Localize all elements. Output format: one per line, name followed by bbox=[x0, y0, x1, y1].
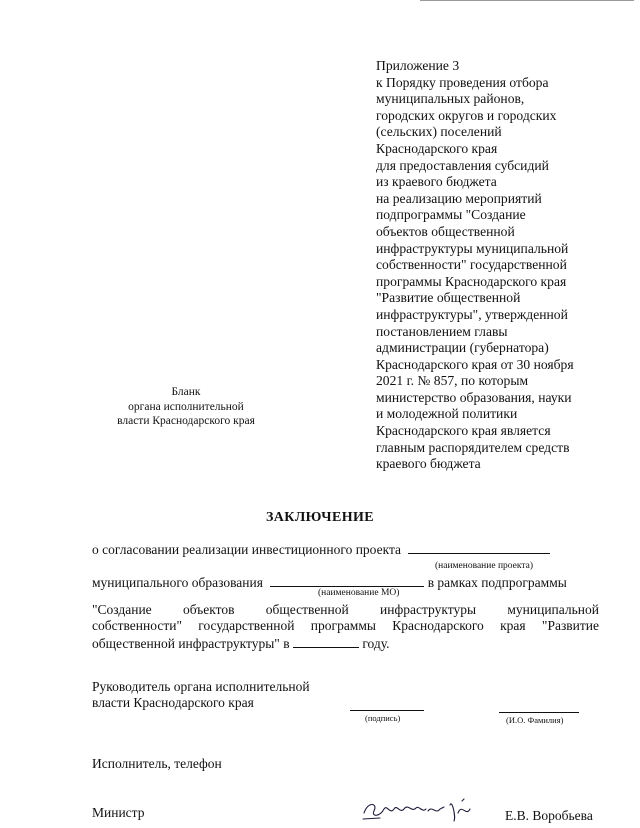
handwritten-signature bbox=[358, 795, 478, 825]
minister-label: Министр bbox=[92, 805, 145, 820]
municipality-hint: (наименование МО) bbox=[318, 588, 400, 598]
full-name-hint: (И.О. Фамилия) bbox=[506, 715, 564, 725]
paragraph-line-last bbox=[92, 635, 599, 652]
appendix-line: министерство образования, науки bbox=[376, 389, 572, 405]
paragraph-line: собственности" государственной программы Краснодарского края "Развитие bbox=[92, 618, 599, 634]
appendix-line: Краснодарского края от 30 ноября bbox=[376, 356, 574, 372]
appendix-line: объектов общественной bbox=[376, 223, 515, 239]
blank-line: органа исполнительной bbox=[128, 400, 244, 413]
appendix-line: главным распорядителем средств bbox=[376, 439, 570, 455]
executor-phone: Исполнитель, телефон bbox=[92, 756, 222, 771]
paragraph-line-prefix: общественной инфраструктуры" в bbox=[92, 635, 290, 651]
appendix-line: собственности" государственной bbox=[376, 257, 567, 273]
top-rule bbox=[420, 0, 634, 1]
appendix-line: для предоставления субсидий bbox=[376, 157, 549, 173]
municipality-name-field[interactable] bbox=[270, 574, 424, 587]
appendix-line: из краевого бюджета bbox=[376, 174, 497, 190]
document-title: ЗАКЛЮЧЕНИЕ bbox=[265, 510, 375, 525]
subject-line bbox=[92, 541, 550, 558]
appendix-line: краевого бюджета bbox=[376, 456, 481, 472]
appendix-line: инфраструктуры", утвержденной bbox=[376, 306, 568, 322]
subprogram-paragraph bbox=[92, 602, 599, 652]
appendix-line: постановлением главы bbox=[376, 323, 508, 339]
minister-name: Е.В. Воробьева bbox=[505, 808, 593, 823]
letterhead-blank bbox=[96, 385, 276, 429]
signature-line[interactable] bbox=[350, 710, 424, 711]
project-name-field[interactable] bbox=[408, 541, 550, 554]
municipality-prefix: муниципального образования bbox=[92, 575, 263, 590]
appendix-block bbox=[376, 58, 626, 473]
blank-line: власти Краснодарского края bbox=[117, 415, 255, 427]
appendix-line: программы Краснодарского края bbox=[376, 273, 567, 289]
appendix-line: (сельских) поселений bbox=[376, 124, 502, 140]
appendix-line: администрации (губернатора) bbox=[376, 340, 549, 356]
head-line-2: власти Краснодарского края bbox=[92, 695, 254, 710]
full-name-line[interactable] bbox=[499, 712, 579, 713]
appendix-line: "Развитие общественной bbox=[376, 290, 521, 306]
appendix-line: на реализацию мероприятий bbox=[376, 190, 542, 206]
project-name-hint: (наименование проекта) bbox=[435, 561, 534, 571]
appendix-line: Краснодарского края bbox=[376, 140, 498, 156]
paragraph-line-suffix: году. bbox=[362, 635, 390, 651]
appendix-line: Краснодарского края является bbox=[376, 423, 551, 439]
appendix-line: и молодежной политики bbox=[376, 406, 518, 422]
year-field[interactable] bbox=[293, 635, 359, 648]
appendix-line: 2021 г. № 857, по которым bbox=[376, 373, 529, 389]
appendix-line: муниципальных районов, bbox=[376, 91, 525, 107]
appendix-line: подпрограммы "Создание bbox=[376, 207, 526, 223]
appendix-line: инфраструктуры муниципальной bbox=[376, 240, 569, 256]
appendix-line: городских округов и городских bbox=[376, 107, 557, 123]
head-line-1: Руководитель органа исполнительной bbox=[92, 679, 310, 694]
paragraph-line: "Создание объектов общественной инфраструктуры муниципальной bbox=[92, 602, 599, 617]
blank-line: Бланк bbox=[171, 386, 201, 398]
municipality-suffix: в рамках подпрограммы bbox=[427, 575, 567, 590]
signature-hint: (подпись) bbox=[365, 713, 401, 723]
appendix-line: к Порядку проведения отбора bbox=[376, 74, 549, 90]
subject-text: о согласовании реализации инвестиционного проекта bbox=[92, 542, 402, 557]
appendix-line: Приложение 3 bbox=[376, 58, 460, 73]
